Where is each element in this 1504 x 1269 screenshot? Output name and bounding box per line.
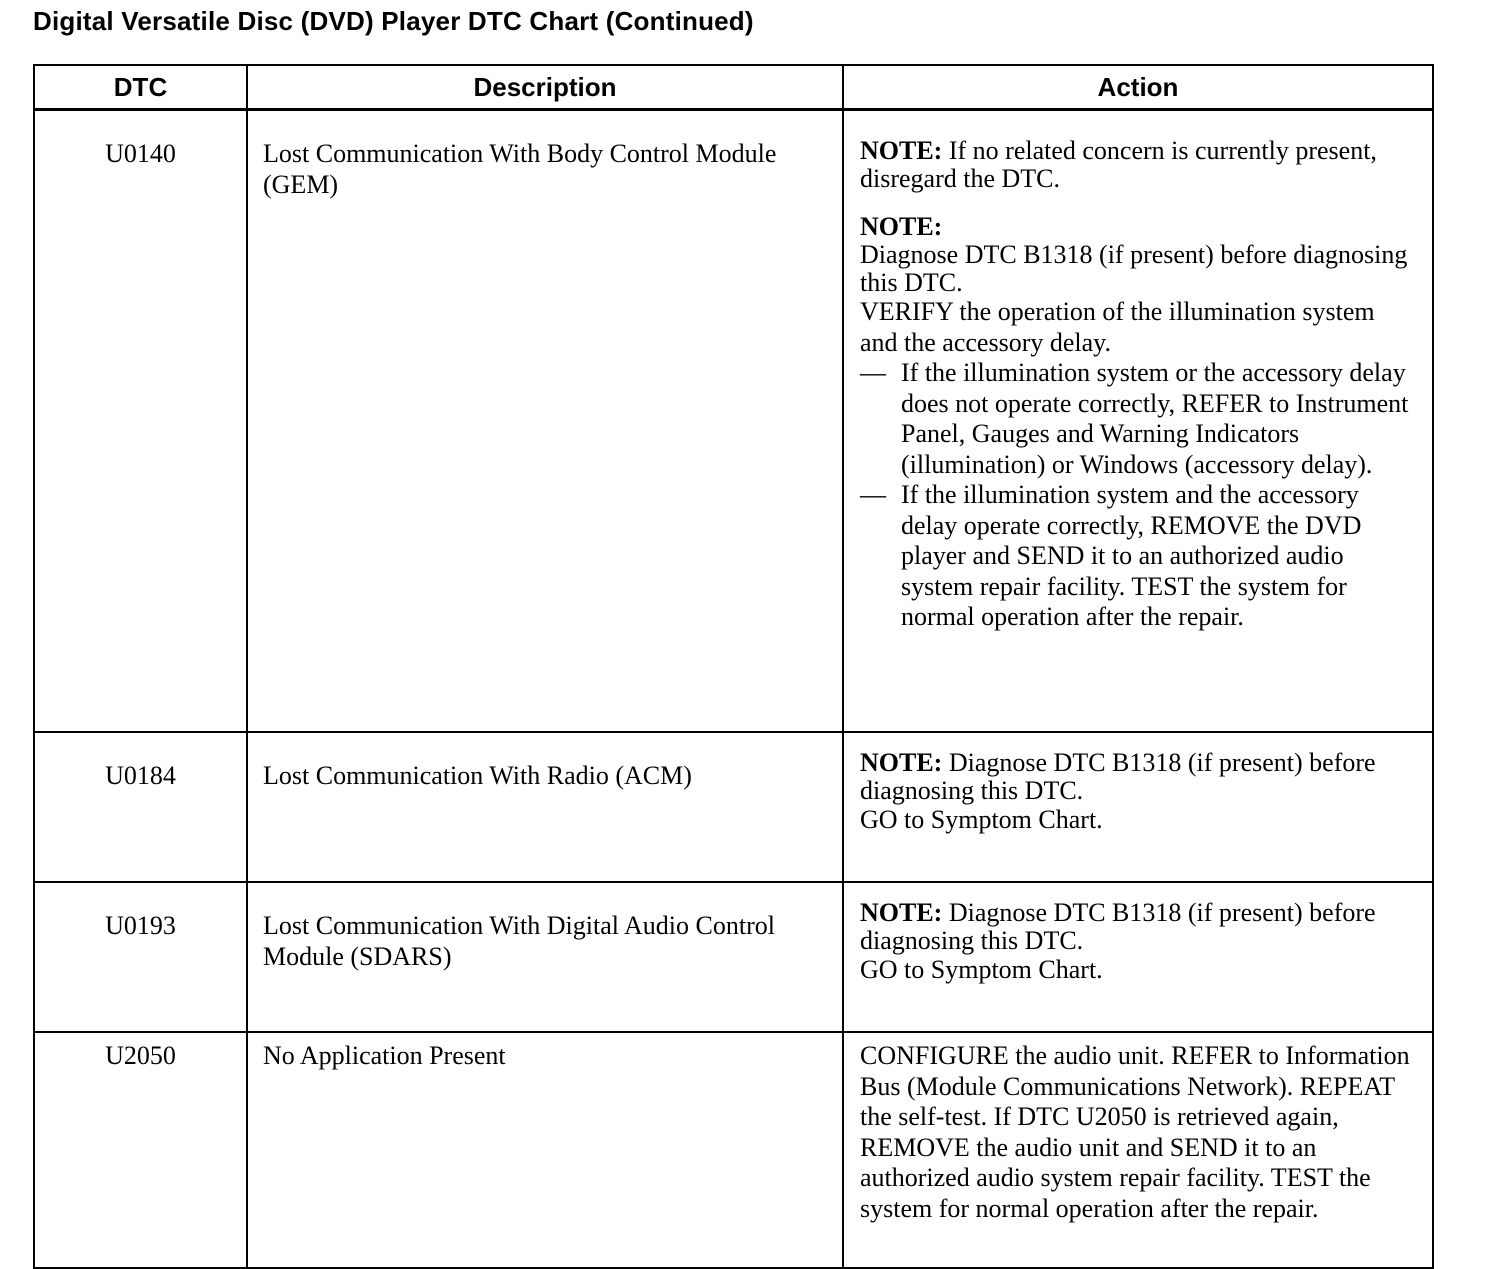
action-cell (843, 732, 1433, 882)
description-cell: Lost Communication With Radio (ACM) (247, 732, 843, 882)
description-cell: Lost Communication With Body Control Module (GEM) (247, 110, 843, 733)
action-instruction: GO to Symptom Chart. (860, 955, 1103, 984)
table-row (34, 1032, 1433, 1268)
dtc-chart-table (33, 64, 1434, 1269)
action-note (860, 749, 1418, 805)
dash-marker: — (860, 358, 886, 387)
action-cell (843, 1032, 1433, 1268)
table-row (34, 732, 1433, 882)
dtc-code-cell: U0193 (34, 882, 247, 1032)
column-header-dtc: DTC (34, 65, 247, 110)
action-note (860, 137, 1418, 193)
action-cell (843, 882, 1433, 1032)
description-cell: No Application Present (247, 1032, 843, 1268)
table-row (34, 882, 1433, 1032)
list-item-text: If the illumination system or the accessory delay does not operate correctly, REFER to Instrument Panel, Gauges and Warning Indicators (illumination) or Windows (accessory delay). (901, 358, 1409, 479)
dtc-code-cell: U0140 (34, 110, 247, 733)
page-title: Digital Versatile Disc (DVD) Player DTC Chart (Continued) (33, 6, 754, 36)
note-label: NOTE: (860, 136, 943, 165)
table-header-row (34, 65, 1433, 110)
list-item-text: If the illumination system and the accessory delay operate correctly, REMOVE the DVD player and SEND it to an authorized audio system repair facility. TEST the system for normal operation after the repair. (901, 480, 1362, 631)
dtc-code-cell: U2050 (34, 1032, 247, 1268)
dtc-code-cell: U0184 (34, 732, 247, 882)
list-item (860, 358, 1418, 480)
note-label: NOTE: (860, 212, 943, 241)
note-label: NOTE: (860, 898, 943, 927)
note-text: If no related concern is currently present, disregard the DTC. (860, 136, 1377, 193)
action-note (860, 213, 1418, 297)
list-item (860, 480, 1418, 633)
note-label: NOTE: (860, 748, 943, 777)
column-header-action: Action (843, 65, 1433, 110)
note-text: Diagnose DTC B1318 (if present) before diagnosing this DTC. (860, 898, 1376, 955)
table-row (34, 110, 1433, 733)
action-note (860, 899, 1418, 955)
note-text: Diagnose DTC B1318 (if present) before diagnosing this DTC. (860, 748, 1376, 805)
description-cell: Lost Communication With Digital Audio Control Module (SDARS) (247, 882, 843, 1032)
action-instruction: GO to Symptom Chart. (860, 805, 1103, 834)
action-cell (843, 110, 1433, 733)
action-instruction: CONFIGURE the audio unit. REFER to Information Bus (Module Communications Network). REPEAT the self-test. If DTC U2050 is retrieved again, REMOVE the audio unit and SEND it to an authorized audio system repair facility. TEST the system for normal operation after the repair. (860, 1041, 1410, 1223)
action-instruction: VERIFY the operation of the illumination system and the accessory delay. (860, 297, 1375, 357)
note-text: Diagnose DTC B1318 (if present) before diagnosing this DTC. (860, 240, 1408, 297)
dash-marker: — (860, 480, 886, 509)
column-header-description: Description (247, 65, 843, 110)
